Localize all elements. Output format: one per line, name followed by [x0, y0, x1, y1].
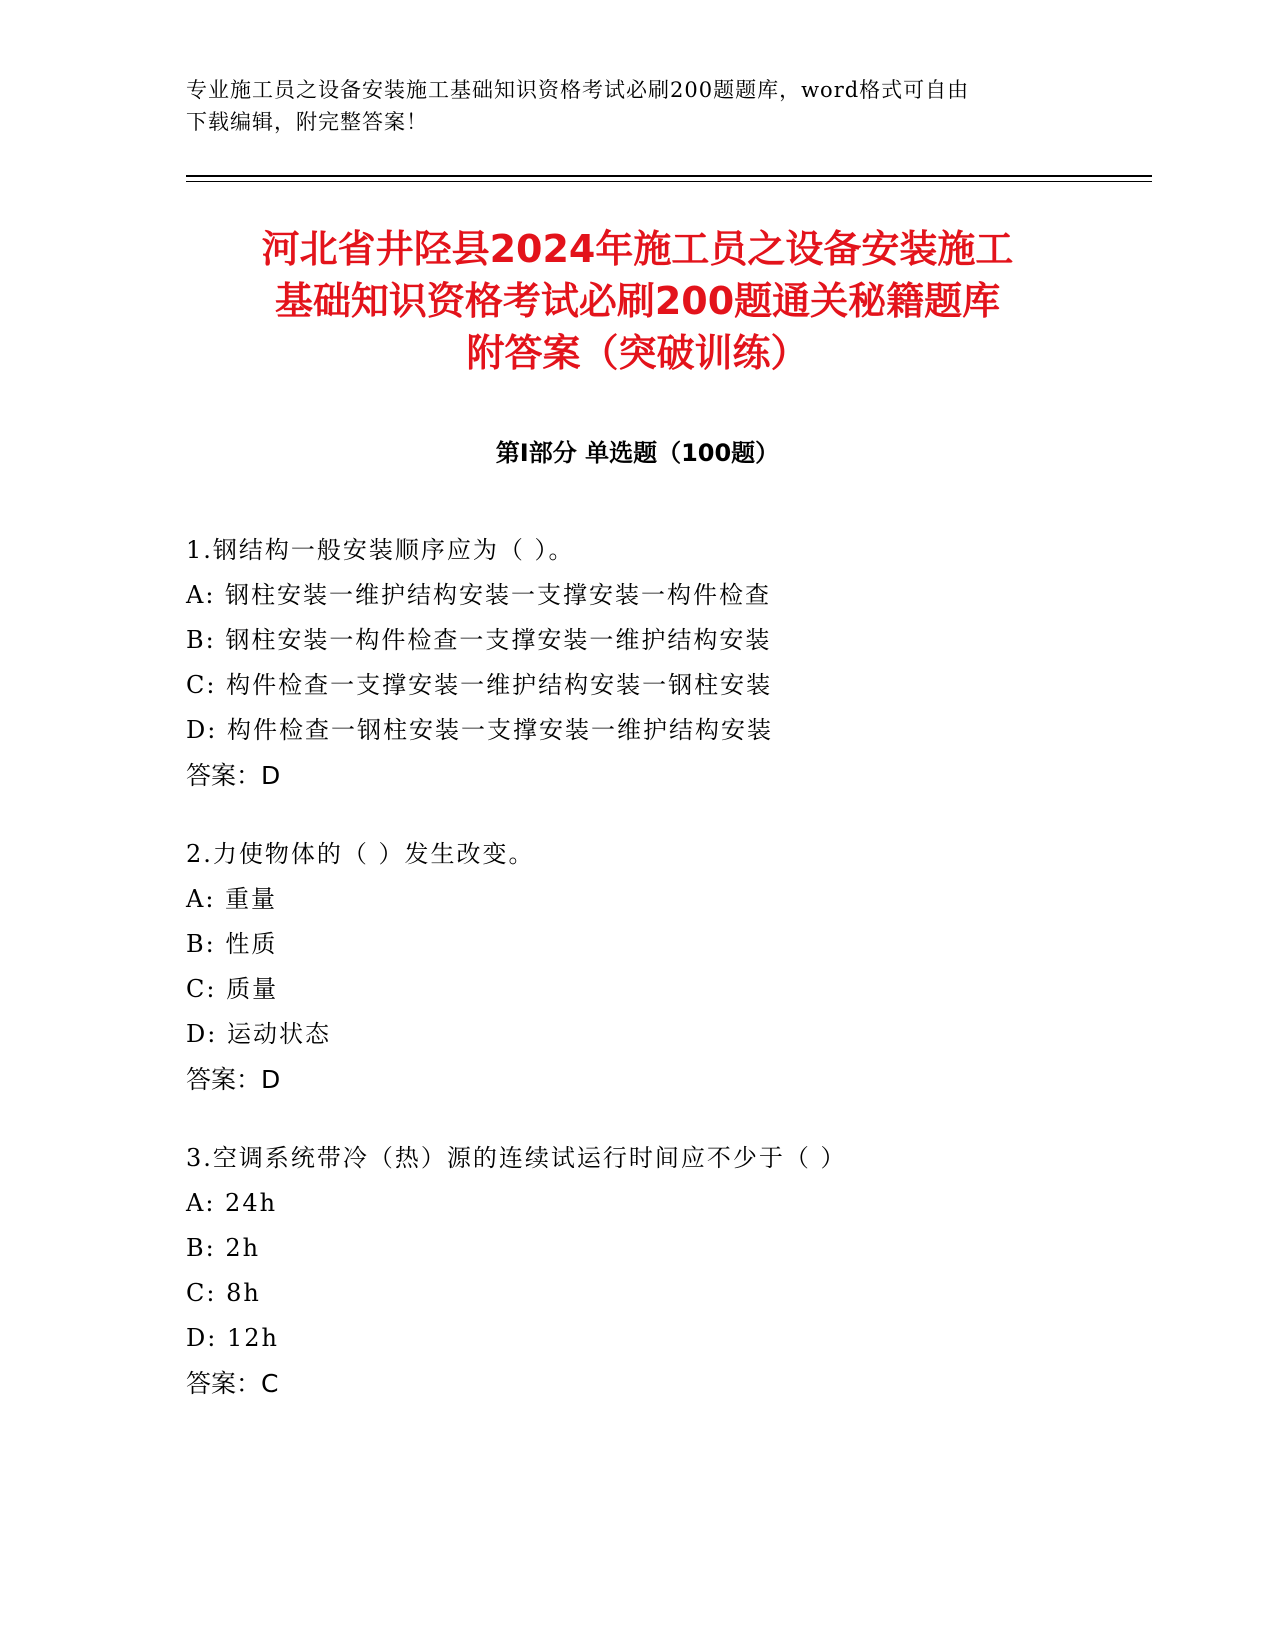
document-title-line-3: 附答案（突破训练）	[466, 331, 809, 375]
document-title	[150, 223, 1125, 379]
option-b: B: 钢柱安装一构件检查一支撑安装一维护结构安装	[186, 626, 772, 654]
question-2	[186, 832, 1126, 1102]
question-stem: 1.钢结构一般安装顺序应为（ ）。	[186, 536, 575, 564]
document-title-line-2: 基础知识资格考试必刷200题通关秘籍题库	[274, 279, 1001, 323]
answer-text: 答案：D	[186, 761, 281, 790]
question-1	[186, 528, 1126, 798]
option-a: A: 钢柱安装一维护结构安装一支撑安装一构件检查	[186, 581, 772, 609]
option-d: D: 构件检查一钢柱安装一支撑安装一维护结构安装	[186, 716, 773, 744]
header-note-line-2: 下载编辑，附完整答案！	[186, 110, 428, 134]
option-a: A: 重量	[186, 885, 278, 913]
header-divider-thin	[186, 181, 1152, 182]
option-b: B: 性质	[186, 930, 278, 958]
header-note-line-1: 专业施工员之设备安装施工基础知识资格考试必刷200题题库，word格式可自由	[186, 78, 970, 102]
question-stem: 3.空调系统带冷（热）源的连续试运行时间应不少于（ ）	[186, 1144, 847, 1172]
option-a: A: 24h	[186, 1189, 278, 1217]
section-title: 第Ⅰ部分 单选题（100题）	[495, 439, 780, 467]
answer-text: 答案：C	[186, 1369, 279, 1398]
question-stem: 2.力使物体的（ ）发生改变。	[186, 840, 535, 868]
header-note	[186, 74, 1086, 138]
option-b: B: 2h	[186, 1234, 261, 1262]
option-c: C: 8h	[186, 1279, 261, 1307]
option-d: D: 12h	[186, 1324, 279, 1352]
option-d: D: 运动状态	[186, 1020, 331, 1048]
option-c: C: 质量	[186, 975, 279, 1003]
document-title-line-1: 河北省井陉县2024年施工员之设备安装施工	[261, 227, 1014, 271]
answer-text: 答案：D	[186, 1065, 281, 1094]
question-list	[186, 528, 1126, 1440]
header-divider-thick	[186, 175, 1152, 177]
question-3	[186, 1136, 1126, 1406]
option-c: C: 构件检查一支撑安装一维护结构安装一钢柱安装	[186, 671, 773, 699]
